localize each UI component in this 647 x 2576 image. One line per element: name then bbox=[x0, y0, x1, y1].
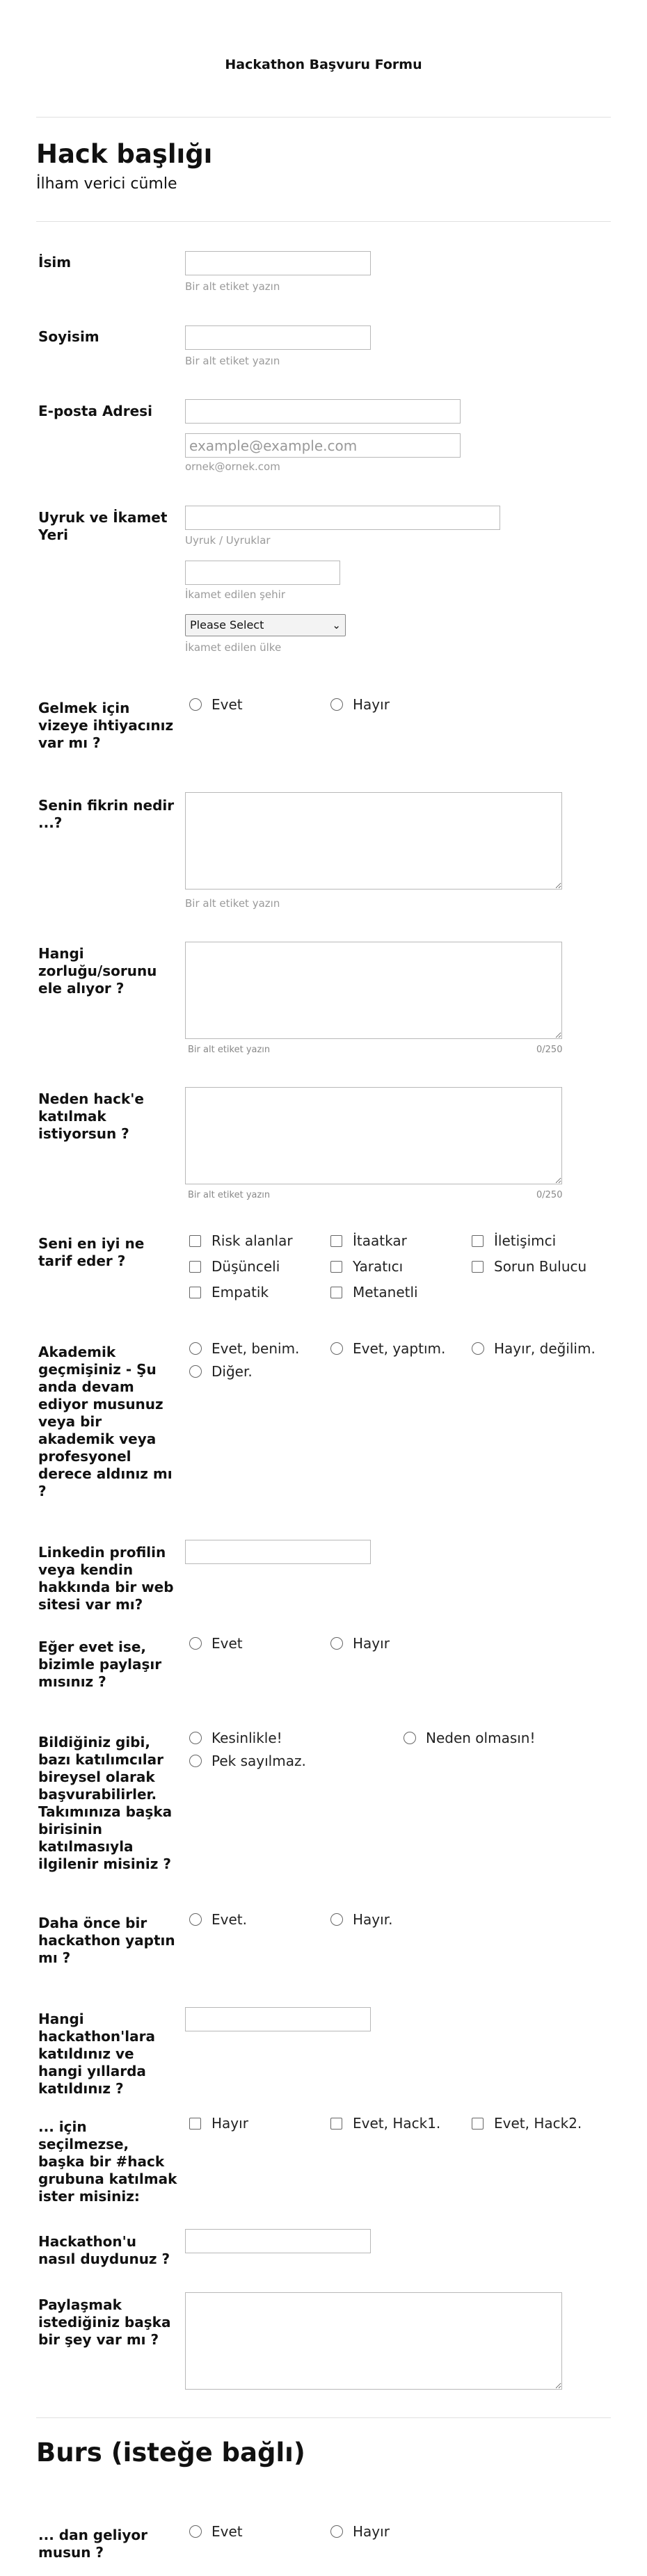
academic-option[interactable] bbox=[472, 1340, 596, 1357]
scholarship-from-label: ... dan geliyor musun ? bbox=[38, 2527, 148, 2561]
option-label: Hayır, değilim. bbox=[494, 1340, 596, 1357]
describe-option[interactable] bbox=[189, 1258, 280, 1275]
radio-button[interactable] bbox=[189, 1732, 202, 1744]
radio-button[interactable] bbox=[189, 698, 202, 711]
first-name-sublabel: Bir alt etiket yazın bbox=[185, 280, 280, 293]
radio-button[interactable] bbox=[189, 1365, 202, 1378]
option-label: Pek sayılmaz. bbox=[211, 1753, 306, 1769]
nationality-sublabel: Uyruk / Uyruklar bbox=[185, 534, 271, 547]
anything-else-textarea[interactable] bbox=[185, 2292, 562, 2390]
visa-option-no[interactable] bbox=[330, 696, 390, 713]
option-label: Diğer. bbox=[211, 1363, 253, 1380]
team-label: Bildiğiniz gibi, bazı katılımcılar bireysel olarak başvurabilirler. Takımınıza başka birisinin katılmasıyla ilgilenir misiniz ? bbox=[38, 1734, 173, 1872]
why-join-sublabel: Bir alt etiket yazın bbox=[188, 1190, 271, 1200]
linkedin-label: Linkedin profilin veya kendin hakkında bir web sitesi var mı? bbox=[38, 1544, 174, 1613]
checkbox[interactable] bbox=[189, 2118, 201, 2130]
which-hacks-input[interactable] bbox=[185, 2007, 371, 2031]
checkbox[interactable] bbox=[330, 2118, 342, 2130]
challenge-char-counter: 0/250 bbox=[536, 1045, 563, 1055]
country-sublabel: İkamet edilen ülke bbox=[185, 641, 282, 654]
other-group-option[interactable] bbox=[189, 2115, 248, 2132]
share-label: Eğer evet ise, bizimle paylaşır mısınız ? bbox=[38, 1639, 162, 1690]
checkbox[interactable] bbox=[189, 1287, 201, 1298]
radio-button[interactable] bbox=[330, 698, 343, 711]
option-label: Evet, benim. bbox=[211, 1340, 300, 1357]
option-label: İtaatkar bbox=[353, 1232, 407, 1249]
country-select[interactable] bbox=[185, 614, 346, 636]
option-label: Sorun Bulucu bbox=[494, 1258, 587, 1275]
email-sublabel: ornek@ornek.com bbox=[185, 460, 280, 473]
idea-sublabel: Bir alt etiket yazın bbox=[185, 897, 280, 910]
academic-option[interactable] bbox=[189, 1363, 253, 1380]
visa-label: Gelmek için vizeye ihtiyacınız var mı ? bbox=[38, 700, 174, 751]
radio-button[interactable] bbox=[189, 1913, 202, 1926]
idea-label: Senin fikrin nedir ...? bbox=[38, 797, 175, 831]
academic-label: Akademik geçmişiniz - Şu anda devam ediyor musunuz veya bir akademik veya profesyonel derece aldınız mı ? bbox=[38, 1344, 173, 1499]
radio-button[interactable] bbox=[472, 1342, 484, 1355]
other-group-label: ... için seçilmezse, başka bir #hack grubuna katılmak ister misiniz: bbox=[38, 2118, 177, 2205]
nationality-label: Uyruk ve İkamet Yeri bbox=[38, 509, 168, 543]
describe-option[interactable] bbox=[330, 1284, 418, 1301]
describe-option[interactable] bbox=[472, 1232, 556, 1249]
last-name-label: Soyisim bbox=[38, 328, 99, 345]
page-subtitle: İlham verici cümle bbox=[36, 175, 177, 193]
describe-option[interactable] bbox=[189, 1284, 269, 1301]
prev-hack-option-yes[interactable] bbox=[189, 1911, 247, 1928]
option-label: Kesinlikle! bbox=[211, 1730, 282, 1746]
team-option[interactable] bbox=[189, 1730, 282, 1746]
nationality-input[interactable] bbox=[185, 506, 500, 530]
option-label: Evet, yaptım. bbox=[353, 1340, 446, 1357]
describe-option[interactable] bbox=[330, 1232, 407, 1249]
divider bbox=[36, 117, 611, 118]
country-select-value: Please Select bbox=[190, 618, 264, 631]
radio-button[interactable] bbox=[330, 1342, 343, 1355]
idea-textarea[interactable] bbox=[185, 792, 562, 889]
why-join-char-counter: 0/250 bbox=[536, 1190, 563, 1200]
email-confirm-input[interactable] bbox=[185, 399, 461, 424]
option-label: Evet bbox=[211, 696, 243, 713]
option-label: Risk alanlar bbox=[211, 1232, 293, 1249]
first-name-label: İsim bbox=[38, 254, 72, 271]
heard-label: Hackathon'u nasıl duydunuz ? bbox=[38, 2233, 170, 2267]
radio-button[interactable] bbox=[189, 1342, 202, 1355]
option-label: Empatik bbox=[211, 1284, 269, 1301]
linkedin-input[interactable] bbox=[185, 1540, 371, 1564]
option-label: Evet. bbox=[211, 1911, 247, 1928]
option-label: Düşünceli bbox=[211, 1258, 280, 1275]
prev-hack-option-no[interactable] bbox=[330, 1911, 392, 1928]
checkbox[interactable] bbox=[189, 1235, 201, 1247]
option-label: Hayır bbox=[211, 2115, 248, 2132]
challenge-label: Hangi zorluğu/sorunu ele alıyor ? bbox=[38, 945, 157, 997]
scholarship-from-option-no[interactable] bbox=[330, 2523, 390, 2540]
checkbox[interactable] bbox=[330, 1287, 342, 1298]
academic-option[interactable] bbox=[189, 1340, 299, 1357]
radio-button[interactable] bbox=[330, 1913, 343, 1926]
first-name-input[interactable] bbox=[185, 251, 371, 275]
describe-label: Seni en iyi ne tarif eder ? bbox=[38, 1235, 145, 1269]
scholarship-title: Burs (isteğe bağlı) bbox=[36, 2438, 305, 2468]
team-option[interactable] bbox=[404, 1730, 536, 1746]
checkbox[interactable] bbox=[330, 1261, 342, 1273]
academic-option[interactable] bbox=[330, 1340, 445, 1357]
challenge-textarea[interactable] bbox=[185, 942, 562, 1039]
radio-button[interactable] bbox=[189, 1755, 202, 1767]
option-label: Hayır bbox=[353, 696, 390, 713]
option-label: Evet bbox=[211, 1635, 243, 1652]
other-group-option[interactable] bbox=[330, 2115, 440, 2132]
city-input[interactable] bbox=[185, 561, 340, 585]
email-label: E-posta Adresi bbox=[38, 403, 152, 419]
last-name-input[interactable] bbox=[185, 325, 371, 350]
radio-button[interactable] bbox=[330, 2525, 343, 2538]
describe-option[interactable] bbox=[189, 1232, 293, 1249]
option-label: Evet, Hack1. bbox=[353, 2115, 441, 2132]
share-option-no[interactable] bbox=[330, 1635, 390, 1652]
prev-hack-label: Daha önce bir hackathon yaptın mı ? bbox=[38, 1915, 175, 1966]
option-label: Metanetli bbox=[353, 1284, 418, 1301]
describe-option[interactable] bbox=[472, 1258, 586, 1275]
option-label: Hayır bbox=[353, 2523, 390, 2540]
radio-button[interactable] bbox=[330, 1637, 343, 1650]
checkbox[interactable] bbox=[472, 2118, 484, 2130]
checkbox[interactable] bbox=[472, 1261, 484, 1273]
option-label: Neden olmasın! bbox=[426, 1730, 536, 1746]
which-hacks-label: Hangi hackathon'lara katıldınız ve hangi yıllarda katıldınız ? bbox=[38, 2011, 155, 2097]
checkbox[interactable] bbox=[189, 1261, 201, 1273]
option-label: İletişimci bbox=[494, 1232, 557, 1249]
page-title: Hack başlığı bbox=[36, 139, 213, 169]
option-label: Evet bbox=[211, 2523, 243, 2540]
option-label: Hayır. bbox=[353, 1911, 393, 1928]
checkbox[interactable] bbox=[330, 1235, 342, 1247]
email-input[interactable] bbox=[185, 433, 461, 458]
anything-else-label: Paylaşmak istediğiniz başka bir şey var mı ? bbox=[38, 2296, 171, 2348]
option-label: Hayır bbox=[353, 1635, 390, 1652]
form-title: Hackathon Başvuru Formu bbox=[225, 57, 422, 72]
other-group-option[interactable] bbox=[472, 2115, 582, 2132]
divider bbox=[36, 2417, 611, 2418]
city-sublabel: İkamet edilen şehir bbox=[185, 588, 286, 601]
option-label: Yaratıcı bbox=[353, 1258, 404, 1275]
visa-option-yes[interactable] bbox=[189, 696, 243, 713]
why-join-textarea[interactable] bbox=[185, 1087, 562, 1184]
radio-button[interactable] bbox=[189, 1637, 202, 1650]
share-option-yes[interactable] bbox=[189, 1635, 243, 1652]
option-label: Evet, Hack2. bbox=[494, 2115, 582, 2132]
team-option[interactable] bbox=[189, 1753, 306, 1769]
scholarship-from-option-yes[interactable] bbox=[189, 2523, 243, 2540]
checkbox[interactable] bbox=[472, 1235, 484, 1247]
chevron-down-icon: ⌄ bbox=[332, 619, 341, 631]
heard-input[interactable] bbox=[185, 2229, 371, 2253]
radio-button[interactable] bbox=[404, 1732, 416, 1744]
radio-button[interactable] bbox=[189, 2525, 202, 2538]
challenge-sublabel: Bir alt etiket yazın bbox=[188, 1045, 271, 1055]
divider bbox=[36, 221, 611, 222]
describe-option[interactable] bbox=[330, 1258, 403, 1275]
last-name-sublabel: Bir alt etiket yazın bbox=[185, 355, 280, 367]
why-join-label: Neden hack'e katılmak istiyorsun ? bbox=[38, 1090, 144, 1142]
